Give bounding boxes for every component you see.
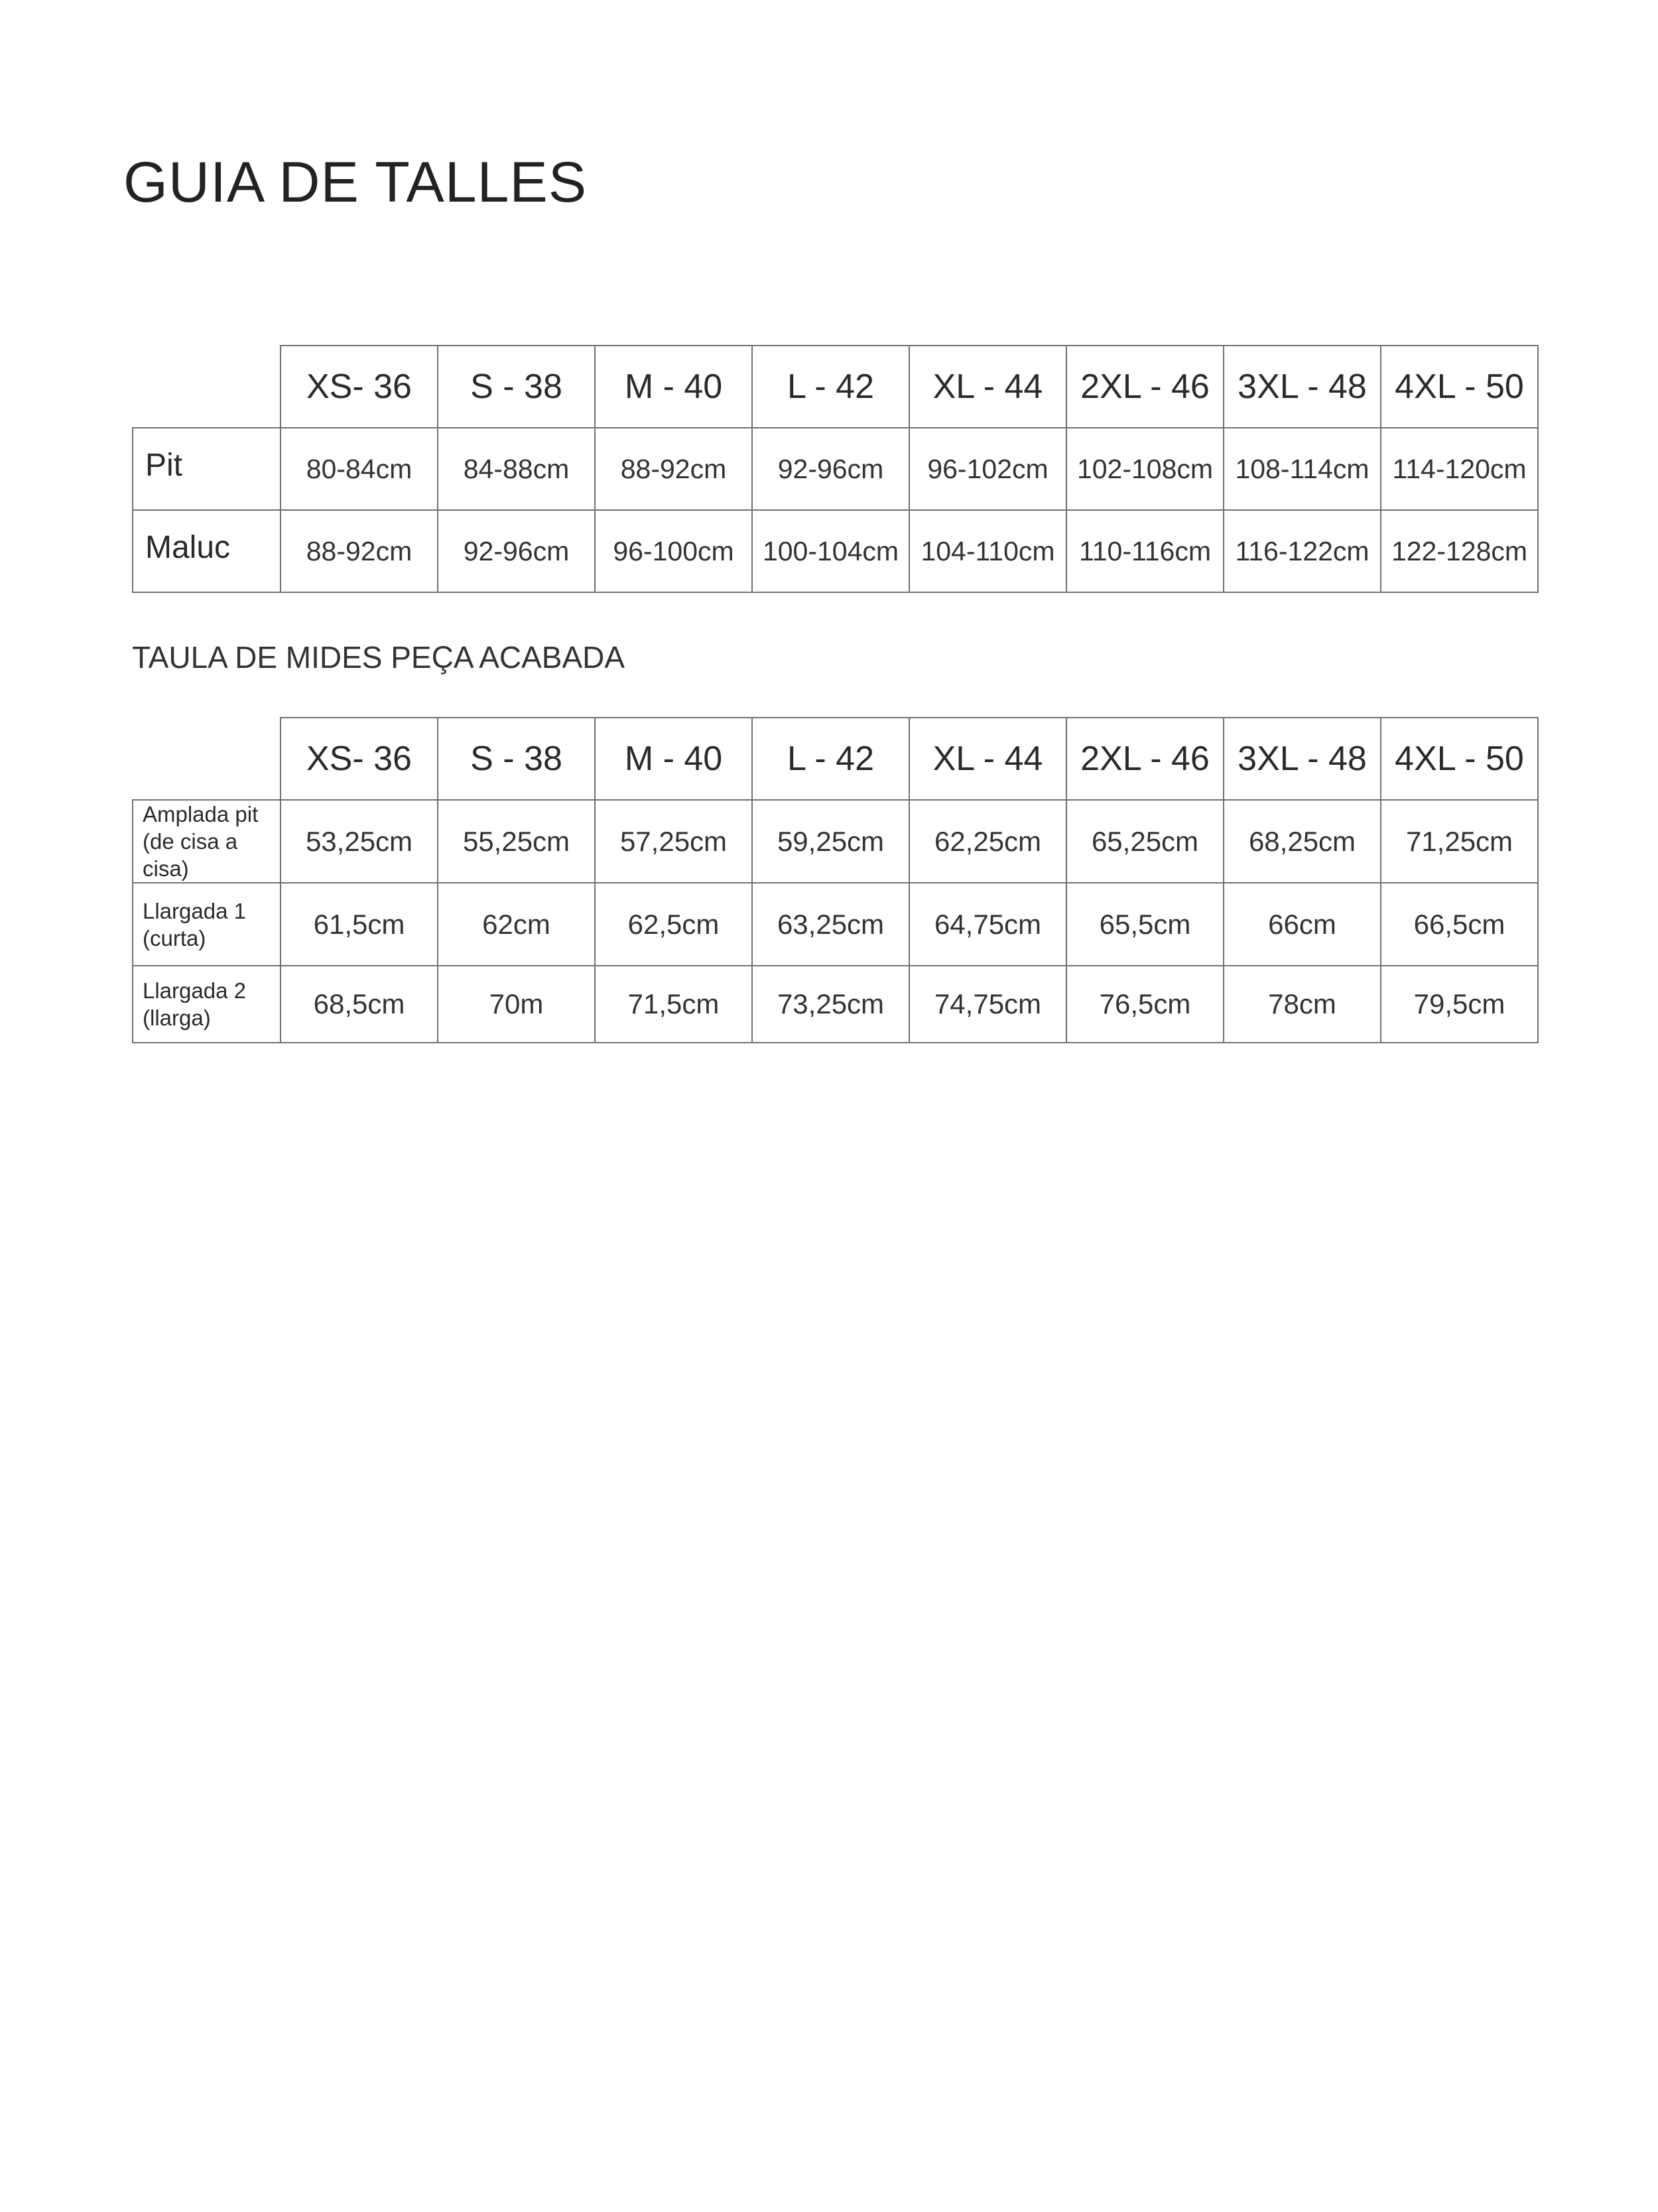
size-header: 2XL - 46 [1066,346,1224,428]
measurement-cell: 78cm [1224,966,1381,1043]
measurement-cell: 92-96cm [752,428,909,510]
measurement-cell: 116-122cm [1224,510,1381,592]
size-header: 3XL - 48 [1224,346,1381,428]
table-row-amplada-pit [133,800,1538,883]
measurement-cell: 53,25cm [281,800,438,883]
body-size-table [132,345,1539,593]
size-header: S - 38 [438,346,595,428]
finished-garment-table [132,717,1539,1043]
measurement-cell: 70m [438,966,595,1043]
row-label: Amplada pit (de cisa a cisa) [133,800,281,883]
measurement-cell: 76,5cm [1066,966,1224,1043]
table-row-maluc [133,510,1538,592]
measurement-cell: 71,5cm [595,966,752,1043]
measurement-cell: 71,25cm [1381,800,1538,883]
size-header: M - 40 [595,718,752,800]
measurement-cell: 108-114cm [1224,428,1381,510]
measurement-cell: 114-120cm [1381,428,1538,510]
measurement-cell: 84-88cm [438,428,595,510]
measurement-cell: 79,5cm [1381,966,1538,1043]
measurement-cell: 92-96cm [438,510,595,592]
measurement-cell: 62,5cm [595,883,752,966]
measurement-cell: 66cm [1224,883,1381,966]
measurement-cell: 57,25cm [595,800,752,883]
measurement-cell: 96-102cm [909,428,1066,510]
row-label: Llargada 1 (curta) [133,883,281,966]
size-header: L - 42 [752,346,909,428]
corner-cell [133,718,281,800]
section-title: TAULA DE MIDES PEÇA ACABADA [132,640,625,675]
page-title: GUIA DE TALLES [123,151,588,214]
measurement-cell: 102-108cm [1066,428,1224,510]
measurement-cell: 65,5cm [1066,883,1224,966]
measurement-cell: 64,75cm [909,883,1066,966]
measurement-cell: 80-84cm [281,428,438,510]
size-header: M - 40 [595,346,752,428]
row-label: Llargada 2 (llarga) [133,966,281,1043]
measurement-cell: 110-116cm [1066,510,1224,592]
measurement-cell: 62,25cm [909,800,1066,883]
measurement-cell: 55,25cm [438,800,595,883]
size-header: XL - 44 [909,718,1066,800]
size-header: XS- 36 [281,718,438,800]
measurement-cell: 68,5cm [281,966,438,1043]
corner-cell [133,346,281,428]
measurement-cell: 74,75cm [909,966,1066,1043]
size-header: L - 42 [752,718,909,800]
size-header: XL - 44 [909,346,1066,428]
measurement-cell: 88-92cm [281,510,438,592]
row-label: Pit [133,428,281,510]
measurement-cell: 59,25cm [752,800,909,883]
size-header: 4XL - 50 [1381,346,1538,428]
size-header: XS- 36 [281,346,438,428]
measurement-cell: 96-100cm [595,510,752,592]
size-header: 2XL - 46 [1066,718,1224,800]
size-header: 3XL - 48 [1224,718,1381,800]
measurement-cell: 122-128cm [1381,510,1538,592]
table-row-llargada-2 [133,966,1538,1043]
size-header-row [133,718,1538,800]
measurement-cell: 100-104cm [752,510,909,592]
measurement-cell: 62cm [438,883,595,966]
measurement-cell: 66,5cm [1381,883,1538,966]
measurement-cell: 68,25cm [1224,800,1381,883]
measurement-cell: 88-92cm [595,428,752,510]
measurement-cell: 73,25cm [752,966,909,1043]
size-header: S - 38 [438,718,595,800]
size-header: 4XL - 50 [1381,718,1538,800]
row-label: Maluc [133,510,281,592]
measurement-cell: 104-110cm [909,510,1066,592]
measurement-cell: 61,5cm [281,883,438,966]
table-row-pit [133,428,1538,510]
table-row-llargada-1 [133,883,1538,966]
size-header-row [133,346,1538,428]
measurement-cell: 65,25cm [1066,800,1224,883]
measurement-cell: 63,25cm [752,883,909,966]
